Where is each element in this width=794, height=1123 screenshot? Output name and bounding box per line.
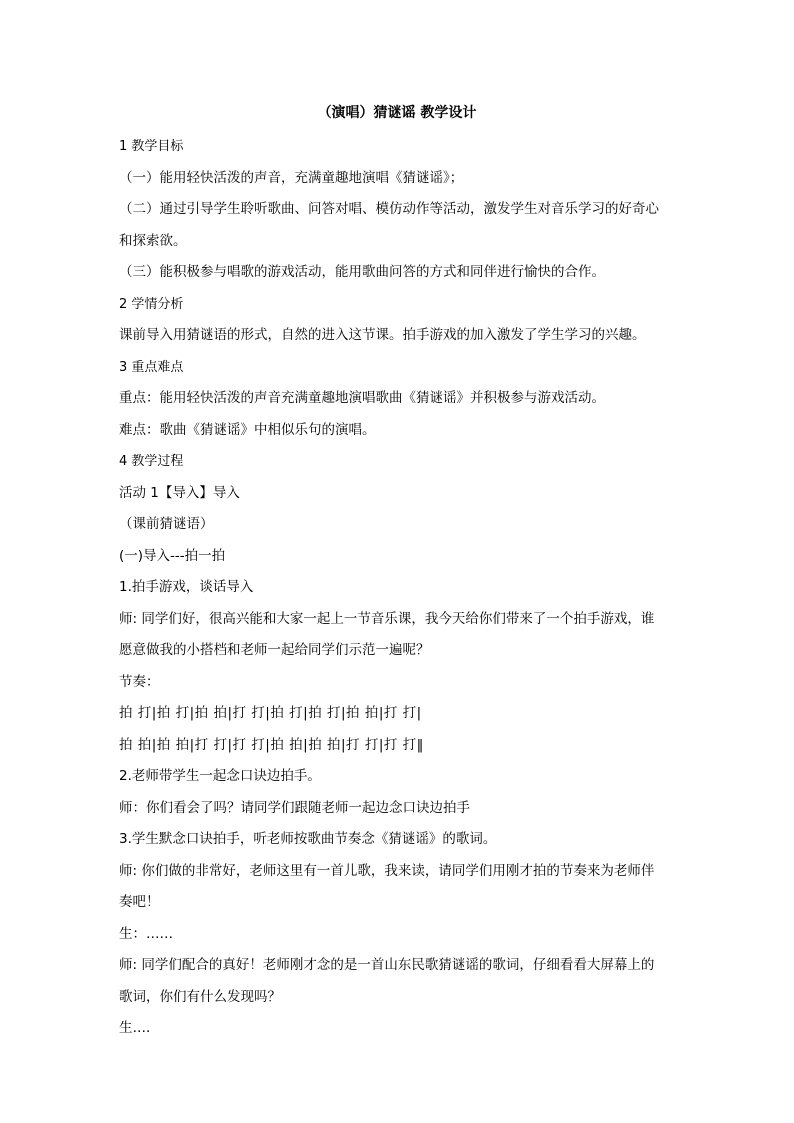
- paragraph-line: (一)导入---拍一拍: [119, 547, 226, 564]
- paragraph-line: （二）通过引导学生聆听歌曲、问答对唱、模仿动作等活动，激发学生对音乐学习的好奇心: [119, 201, 659, 217]
- section-heading: 4 教学过程: [119, 454, 184, 469]
- paragraph-line: 奏吧！: [119, 894, 160, 910]
- paragraph-line: （三）能积极参与唱歌的游戏活动，能用歌曲问答的方式和同伴进行愉快的合作。: [119, 264, 605, 280]
- paragraph-line: 2.老师带学生一起念口诀边拍手。: [119, 768, 321, 784]
- paragraph-line: （一）能用轻快活泼的声音，充满童趣地演唱《猜谜谣》；: [119, 169, 464, 186]
- paragraph-line: 3.学生默念口诀拍手，听老师按歌曲节奏念《猜谜谣》的歌词。: [119, 831, 497, 847]
- paragraph-line: 师: 你们做的非常好，老师这里有一首儿歌，我来读，请同学们用刚才拍的节奏来为老师伴: [119, 862, 655, 879]
- paragraph-line: 师: 同学们配合的真好！老师刚才念的是一首山东民歌猜谜谣的歌词，仔细看看大屏幕上的: [119, 957, 655, 973]
- paragraph-line: 生….: [119, 1020, 151, 1036]
- document-body: [119, 131, 679, 1045]
- document-title: （演唱）猜谜谣 教学设计: [317, 105, 477, 121]
- section-heading: 1 教学目标: [119, 139, 184, 154]
- rhythm-line: 拍 打|拍 打|拍 拍|打 打|拍 打|拍 打|拍 拍|打 打|: [119, 705, 422, 721]
- paragraph-line: 1.拍手游戏，谈话导入: [119, 579, 254, 595]
- section-heading: 2 学情分析: [119, 296, 184, 312]
- paragraph-line: 师: 同学们好，很高兴能和大家一起上一节音乐课，我今天给你们带来了一个拍手游戏，谁: [119, 610, 655, 627]
- paragraph-line: 难点：歌曲《猜谜谣》中相似乐句的演唱。: [119, 421, 376, 438]
- paragraph-line: 节奏：: [119, 673, 160, 690]
- paragraph-line: 师：你们看会了吗？请同学们跟随老师一起边念口诀边拍手: [119, 799, 470, 816]
- section-heading: 3 重点难点: [119, 359, 184, 375]
- paragraph-line: 歌词，你们有什么发现吗？: [119, 988, 281, 1005]
- paragraph-line: 重点：能用轻快活泼的声音充满童趣地演唱歌曲《猜谜谣》并积极参与游戏活动。: [119, 390, 605, 406]
- paragraph-line: 课前导入用猜谜语的形式，自然的进入这节课。拍手游戏的加入激发了学生学习的兴趣。: [119, 327, 646, 343]
- rhythm-line: 拍 拍|拍 拍|打 打|打 打|拍 拍|拍 拍|打 打|打 打‖: [119, 736, 424, 753]
- paragraph-line: 生：……: [119, 925, 173, 942]
- paragraph-line: 愿意做我的小搭档和老师一起给同学们示范一遍呢？: [119, 642, 430, 658]
- paragraph-line: （课前猜谜语）: [119, 516, 214, 532]
- paragraph-line: 和探索欲。: [119, 232, 187, 249]
- paragraph-line: 活动 1【导入】导入: [119, 484, 240, 501]
